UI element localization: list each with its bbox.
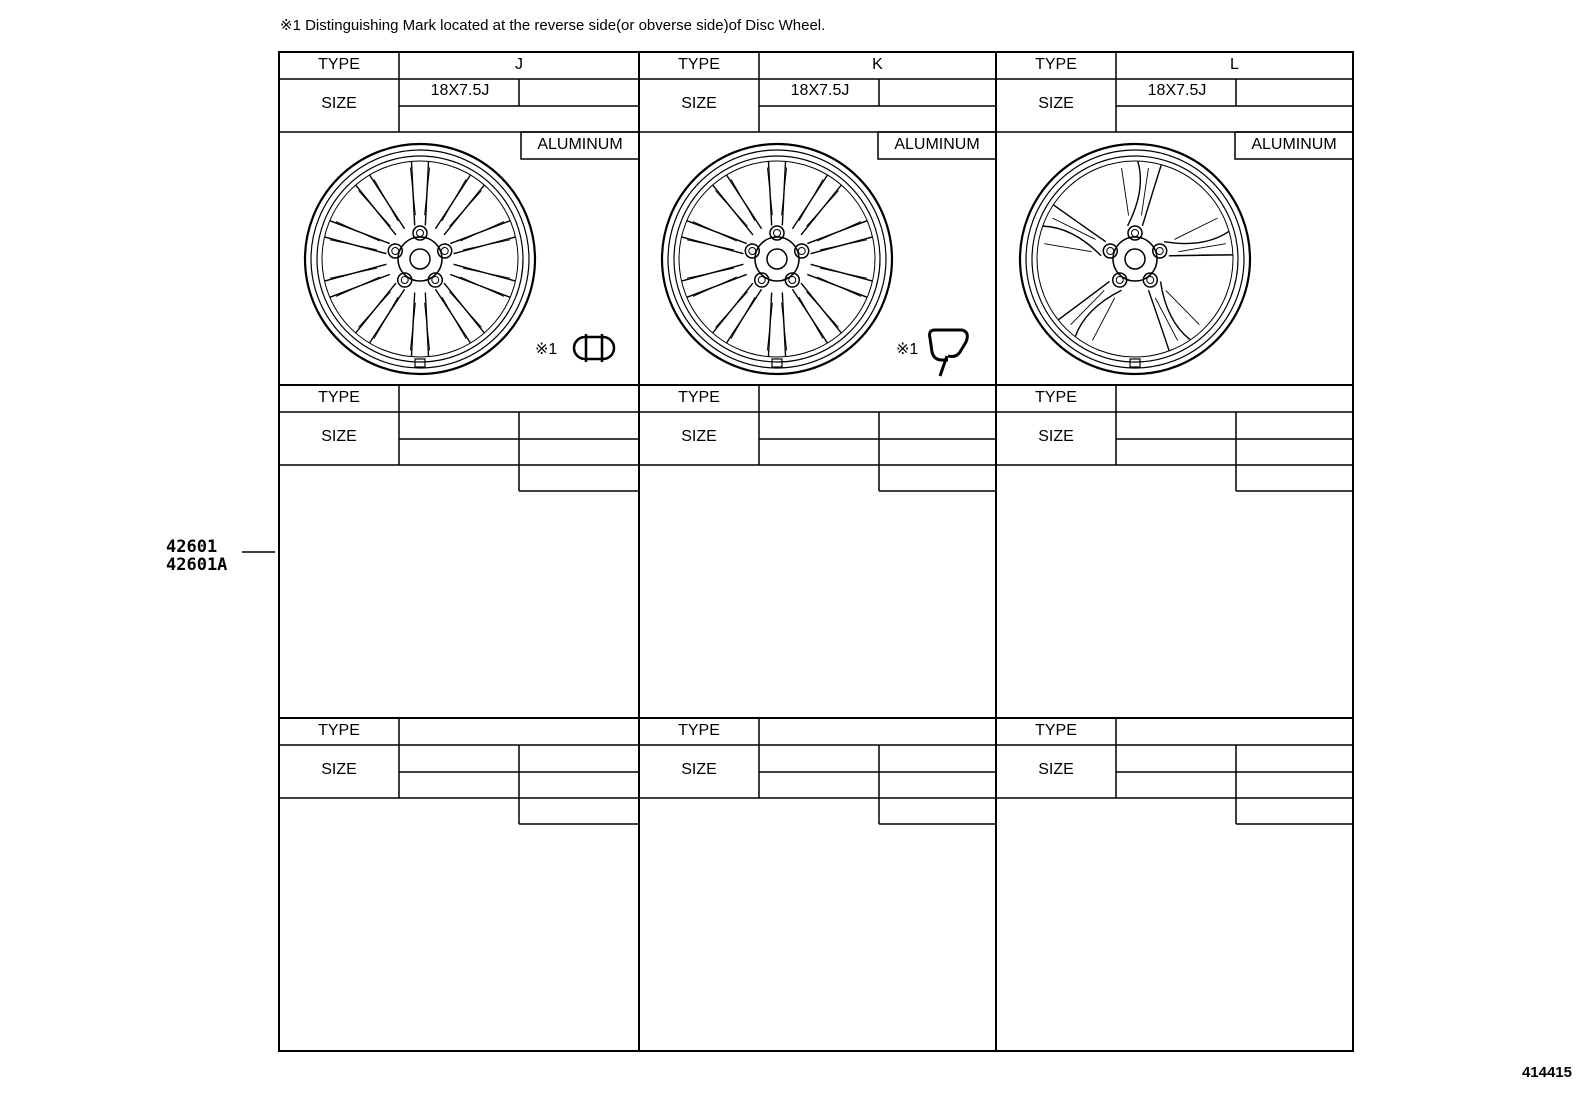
cp-logo-mark-icon xyxy=(930,330,968,376)
type-label: TYPE xyxy=(678,722,720,739)
type-label: TYPE xyxy=(318,56,360,73)
mark-ref-k: ※1 xyxy=(896,341,919,358)
size-label: SIZE xyxy=(1038,95,1074,112)
wheel-k-drawing xyxy=(662,144,892,374)
type-label: TYPE xyxy=(678,389,720,406)
size-label: SIZE xyxy=(321,428,357,445)
size-label: SIZE xyxy=(681,95,717,112)
type-label: TYPE xyxy=(678,56,720,73)
distinguishing-mark-note: ※1 Distinguishing Mark located at the reverse side(or obverse side)of Disc Wheel. xyxy=(280,17,826,34)
size-label: SIZE xyxy=(1038,761,1074,778)
material-label-0: ALUMINUM xyxy=(537,136,623,153)
table-frame xyxy=(279,52,1353,1051)
size-value-0: 18X7.5J xyxy=(430,82,490,99)
part-number-2: 42601A xyxy=(166,555,228,575)
type-label: TYPE xyxy=(1035,56,1077,73)
size-label: SIZE xyxy=(1038,428,1074,445)
type-label: TYPE xyxy=(1035,722,1077,739)
document-id: 414415 xyxy=(1521,1064,1572,1081)
type-label: TYPE xyxy=(318,389,360,406)
type-value-2: L xyxy=(1230,56,1239,73)
type-label: TYPE xyxy=(1035,389,1077,406)
size-label: SIZE xyxy=(681,428,717,445)
wheel-l-drawing xyxy=(1020,144,1250,374)
part-number-1: 42601 xyxy=(166,537,218,557)
double-ring-mark-icon xyxy=(574,334,614,362)
size-label: SIZE xyxy=(321,761,357,778)
material-label-1: ALUMINUM xyxy=(894,136,980,153)
type-value-1: K xyxy=(872,56,883,73)
wheel-j-drawing xyxy=(305,144,535,374)
type-label: TYPE xyxy=(318,722,360,739)
size-label: SIZE xyxy=(321,95,357,112)
size-value-2: 18X7.5J xyxy=(1147,82,1207,99)
size-value-1: 18X7.5J xyxy=(790,82,850,99)
material-label-2: ALUMINUM xyxy=(1251,136,1337,153)
size-label: SIZE xyxy=(681,761,717,778)
type-value-0: J xyxy=(515,56,523,73)
mark-ref-j: ※1 xyxy=(535,341,558,358)
